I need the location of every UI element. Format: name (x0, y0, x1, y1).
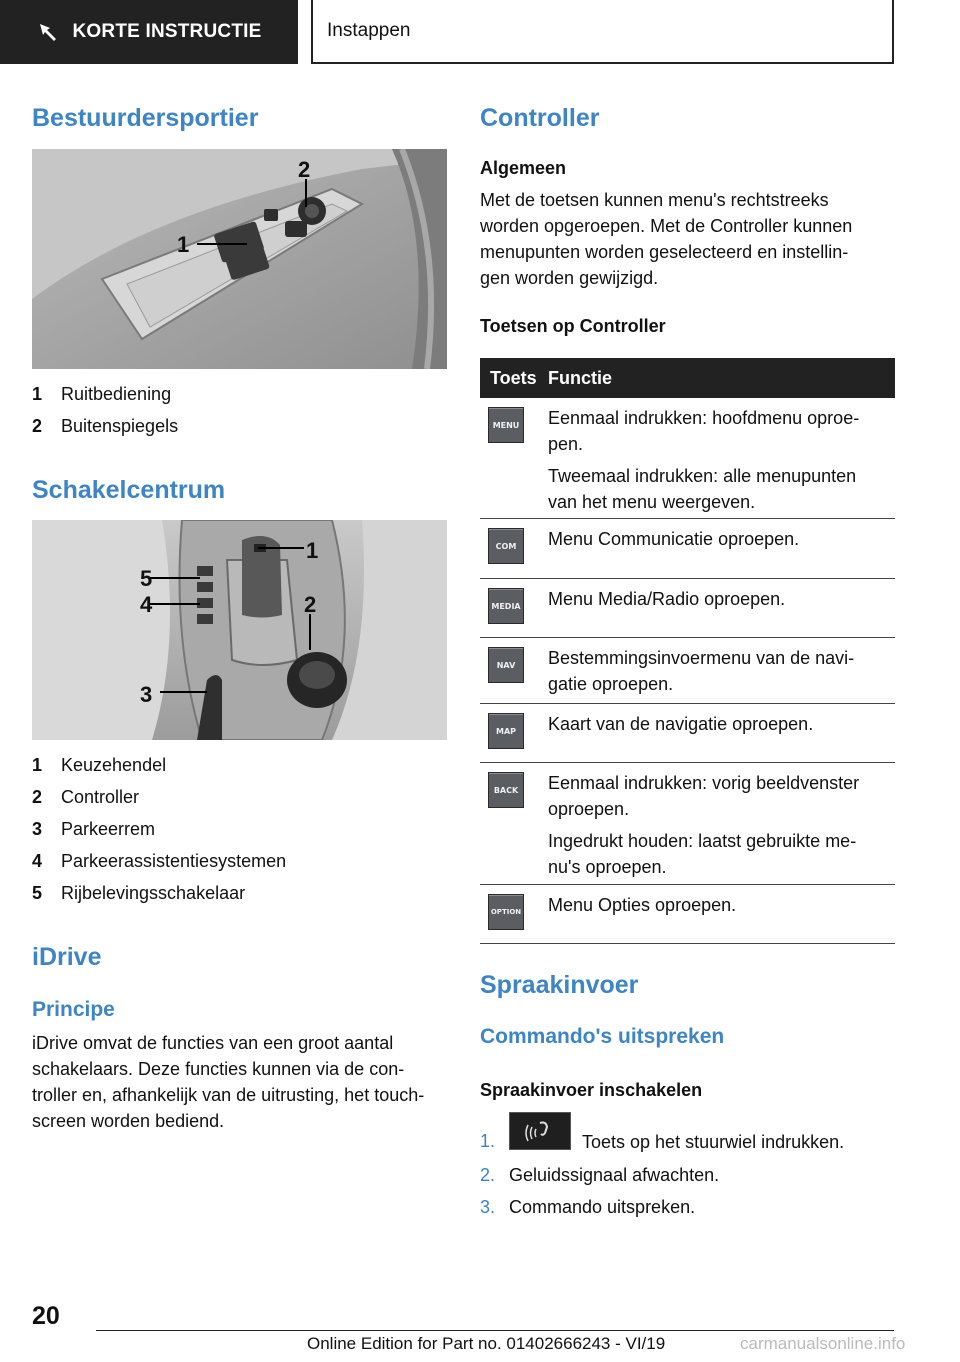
back-button-icon: BACK (488, 772, 524, 808)
legend-item: 2 Controller (32, 787, 140, 807)
legend-item: 2 Buitenspiegels (32, 416, 179, 436)
heading-controller: Controller (480, 104, 600, 132)
callout-2: 2 (298, 157, 311, 182)
heading-driver-door: Bestuurdersportier (32, 104, 259, 132)
legend-item: 5 Rijbelevingsschakelaar (32, 883, 246, 903)
section-label: Instappen (327, 20, 411, 41)
subheading-activate-voice: Spraakinvoer inschakelen (480, 1080, 703, 1100)
map-button-icon: MAP (488, 713, 524, 749)
driver-door-photo (32, 149, 447, 369)
chapter-tab-label: KORTE INSTRUCTIE (72, 21, 262, 42)
subheading-speak-commands: Commando's uitspreken (480, 1025, 725, 1048)
legend-item: 4 Parkeerassistentiesystemen (32, 851, 287, 871)
nav-button-icon: NAV (488, 647, 524, 683)
table-row: MAP Kaart van de navigatie oproepen. (480, 704, 895, 763)
table-row: COM Menu Communicatie oproepen. (480, 519, 895, 579)
heading-switch-center: Schakelcentrum (32, 476, 226, 504)
chapter-tab[interactable] (0, 0, 298, 64)
page-number: 20 (32, 1302, 60, 1330)
subheading-principle: Principe (32, 998, 115, 1021)
callout-1: 1 (306, 538, 319, 563)
option-button-icon: OPTION (488, 894, 524, 930)
step-2: 2. Geluidssignaal afwachten. (480, 1165, 720, 1185)
step-1: 1. Toets op het stuurwiel indrukken. (480, 1112, 900, 1152)
table-row: BACK Eenmaal indrukken: vorig beeldvenster oproepen. Ingedrukt houden: laatst gebruikte me- nu's oproepen. (480, 763, 895, 885)
legend-item: 1 Keuzehendel (32, 755, 167, 775)
idrive-paragraph: iDrive omvat de functies van een groot aantal schakelaars. Deze functies kunnen via de con- troller en, afhankelijk van de uitrusting, het touch- screen worden bediend. (32, 1033, 425, 1131)
table-row: NAV Bestemmingsinvoermenu van de navi- gatie oproepen. (480, 638, 895, 704)
legend-item: 1 Ruitbediening (32, 384, 172, 404)
controller-paragraph: Met de toetsen kunnen menu's rechtstreeks worden opgeroepen. Met de Controller kunnen menupunten worden geselecteerd en instellin- gen worden gewijzigd. (480, 190, 853, 288)
heading-voice-input: Spraakinvoer (480, 971, 639, 999)
voice-button-icon (509, 1112, 571, 1150)
arrow-icon (37, 21, 59, 43)
callout-1: 1 (177, 232, 190, 257)
callout-2: 2 (304, 592, 317, 617)
callout-5: 5 (140, 566, 153, 591)
callout-3: 3 (140, 682, 153, 707)
watermark: carmanualsonline.info (740, 1334, 906, 1353)
table-row: OPTION Menu Opties oproepen. (480, 885, 895, 944)
subheading-general: Algemeen (480, 158, 567, 178)
table-header: Toets Functie (480, 358, 895, 398)
table-row: MENU Eenmaal indrukken: hoofdmenu oproe- pen. Tweemaal indrukken: alle menupunten van het menu weergeven. (480, 398, 895, 519)
callout-4: 4 (140, 592, 153, 617)
heading-idrive: iDrive (32, 943, 102, 971)
edition-text: Online Edition for Part no. 01402666243 - VI/19 (307, 1334, 666, 1353)
controller-keys-table (480, 358, 895, 944)
switch-center-photo (32, 520, 447, 740)
footer-divider (96, 1330, 894, 1331)
media-button-icon: MEDIA (488, 588, 524, 624)
com-button-icon: COM (488, 528, 524, 564)
subheading-keys: Toetsen op Controller (480, 316, 666, 336)
table-row: MEDIA Menu Media/Radio oproepen. (480, 579, 895, 638)
menu-button-icon: MENU (488, 407, 524, 443)
step-3: 3. Commando uitspreken. (480, 1197, 696, 1217)
section-header (311, 0, 894, 64)
legend-item: 3 Parkeerrem (32, 819, 156, 839)
